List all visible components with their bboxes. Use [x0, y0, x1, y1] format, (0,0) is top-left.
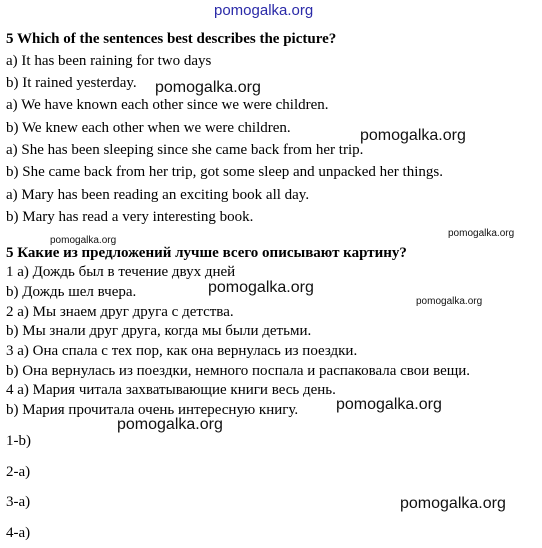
english-line-8: b) Mary has read a very interesting book.: [6, 209, 254, 225]
watermark: pomogalka.org: [400, 495, 506, 512]
english-line-5: a) She has been sleeping since she came back from her trip.: [6, 142, 364, 158]
english-line-4: b) We knew each other when we were children.: [6, 120, 291, 136]
russian-line-4: b) Мы знали друг друга, когда мы были детьми.: [6, 323, 312, 339]
answer-3: 3-a): [6, 494, 31, 510]
answer-1: 1-b): [6, 433, 31, 449]
english-heading: 5 Which of the sentences best describes the picture?: [6, 31, 337, 47]
russian-line-6: b) Она вернулась из поездки, немного поспала и распаковала свои вещи.: [6, 363, 471, 379]
answer-2: 2-a): [6, 464, 31, 480]
russian-line-7: 4 а) Мария читала захватывающие книги весь день.: [6, 382, 336, 398]
watermark: pomogalka.org: [448, 228, 515, 239]
watermark: pomogalka.org: [336, 396, 442, 413]
russian-heading: 5 Какие из предложений лучше всего описывают картину?: [6, 245, 407, 261]
english-line-7: a) Mary has been reading an exciting book all day.: [6, 187, 310, 203]
russian-line-1: 1 а) Дождь был в течение двух дней: [6, 264, 236, 280]
english-line-6: b) She came back from her trip, got some sleep and unpacked her things.: [6, 164, 443, 180]
english-line-3: a) We have known each other since we were children.: [6, 97, 329, 113]
watermark: pomogalka.org: [155, 79, 261, 96]
watermark: pomogalka.org: [416, 296, 483, 307]
russian-line-2: b) Дождь шел вчера.: [6, 284, 137, 300]
english-line-2: b) It rained yesterday.: [6, 75, 137, 91]
russian-line-3: 2 а) Мы знаем друг друга с детства.: [6, 304, 234, 320]
answer-4: 4-a): [6, 525, 31, 541]
watermark: pomogalka.org: [50, 235, 117, 246]
russian-line-8: b) Мария прочитала очень интересную книгу.: [6, 402, 299, 418]
english-line-1: a) It has been raining for two days: [6, 53, 212, 69]
watermark: pomogalka.org: [117, 416, 223, 433]
watermark: pomogalka.org: [360, 127, 466, 144]
russian-line-5: 3 а) Она спала с тех пор, как она вернулась из поездки.: [6, 343, 358, 359]
watermark: pomogalka.org: [208, 279, 314, 296]
watermark-top: pomogalka.org: [214, 2, 314, 19]
